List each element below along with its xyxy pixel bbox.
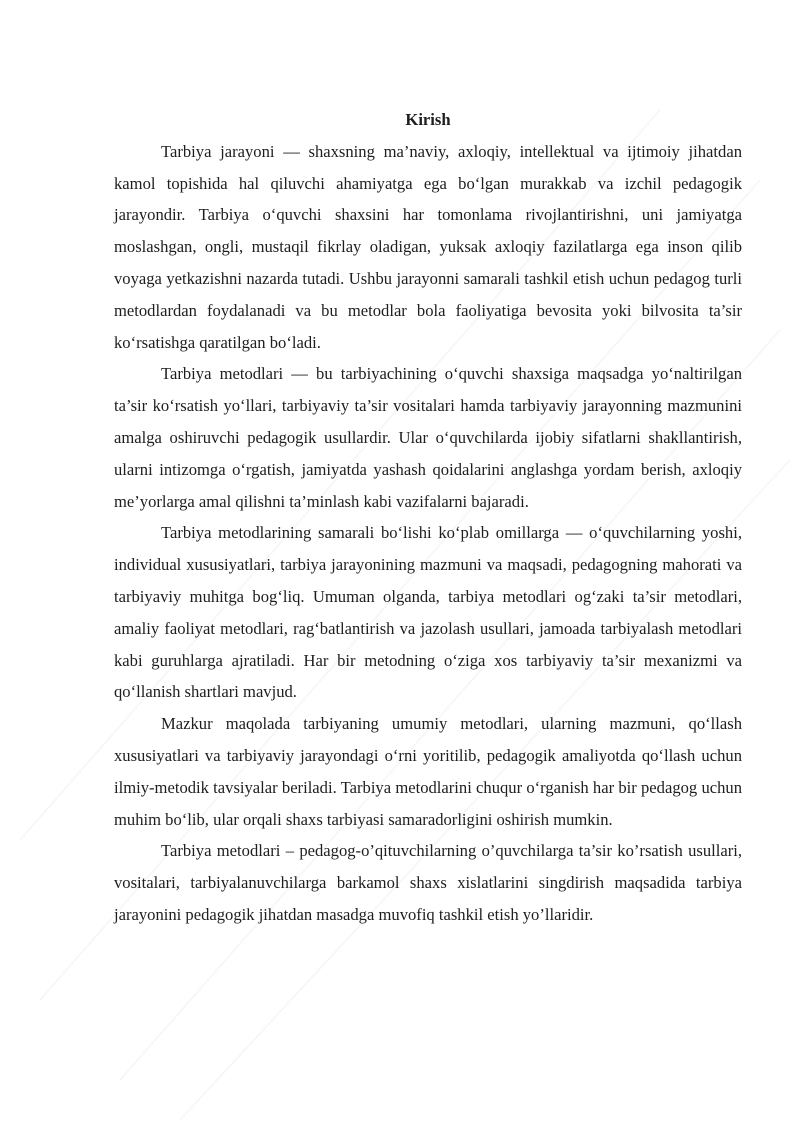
paragraph-article-scope: Mazkur maqolada tarbiyaning umumiy metodlari, ularning mazmuni, qo‘llash xususiyatlari va tarbiyaviy jarayondagi o‘rni yoritilib, pedagogik amaliyotda qo‘llash uchun ilmiy-metodik tavsiyalar beriladi. Tarbiya metodlarini chuqur o‘rganish har bir pedagog uchun muhim bo‘lib, ular orqali shaxs tarbiyasi samaradorligini oshirish mumkin. — [114, 714, 742, 829]
paragraph-methods-summary: Tarbiya metodlari – pedagog-o’qituvchilarning o’quvchilarga ta’sir ko’rsatish usullari, vositalari, tarbiyalanuvchilarga barkamol shaxs xislatlarini singdirish maqsadida tarbiya jarayonini pedagogik jihatdan masadga muvofiq tashkil etish yo’llaridir. — [114, 841, 742, 924]
document-body — [114, 104, 742, 931]
paragraph-methods-definition: Tarbiya metodlari — bu tarbiyachining o‘quvchi shaxsiga maqsadga yo‘naltirilgan ta’sir ko‘rsatish yo‘llari, tarbiyaviy ta’sir vositalari hamda tarbiyaviy jarayonning mazmunini amalga oshiruvchi pedagogik usullardir. Ular o‘quvchilarda ijobiy sifatlarni shakllantirish, ularni intizomga o‘rgatish, jamiyatda yashash qoidalarini anglashga yordam berish, axloqiy me’yorlarga amal qilishni ta’minlash kabi vazifalarni bajaradi. — [114, 364, 742, 511]
paragraph-intro: Tarbiya jarayoni — shaxsning ma’naviy, axloqiy, intellektual va ijtimoiy jihatdan kamol topishida hal qiluvchi ahamiyatga ega bo‘lgan murakkab va izchil pedagogik jarayondir. Tarbiya o‘quvchi shaxsini har tomonlama rivojlantirishni, uni jamiyatga moslashgan, ongli, mustaqil fikrlay oladigan, yuksak axloqiy fazilatlarga ega inson qilib voyaga yetkazishni nazarda tutadi. Ushbu jarayonni samarali tashkil etish uchun pedagog turli metodlardan foydalanadi va bu metodlar bola faoliyatiga bevosita yoki bilvosita ta’sir ko‘rsatishga qaratilgan bo‘ladi. — [114, 141, 742, 352]
paragraph-methods-factors: Tarbiya metodlarining samarali bo‘lishi ko‘plab omillarga — o‘quvchilarning yoshi, individual xususiyatlari, tarbiya jarayonining mazmuni va maqsadi, pedagogning mahorati va tarbiyaviy muhitga bog‘liq. Umuman olganda, tarbiya metodlari og‘zaki ta’sir metodlari, amaliy faoliyat metodlari, rag‘batlantirish va jazolash usullari, jamoada tarbiyalash metodlari kabi guruhlarga ajratiladi. Har bir metodning o‘ziga xos tarbiyaviy ta’sir mexanizmi va qo‘llanish shartlari mavjud. — [114, 523, 742, 702]
document-title: Kirish — [405, 110, 451, 129]
